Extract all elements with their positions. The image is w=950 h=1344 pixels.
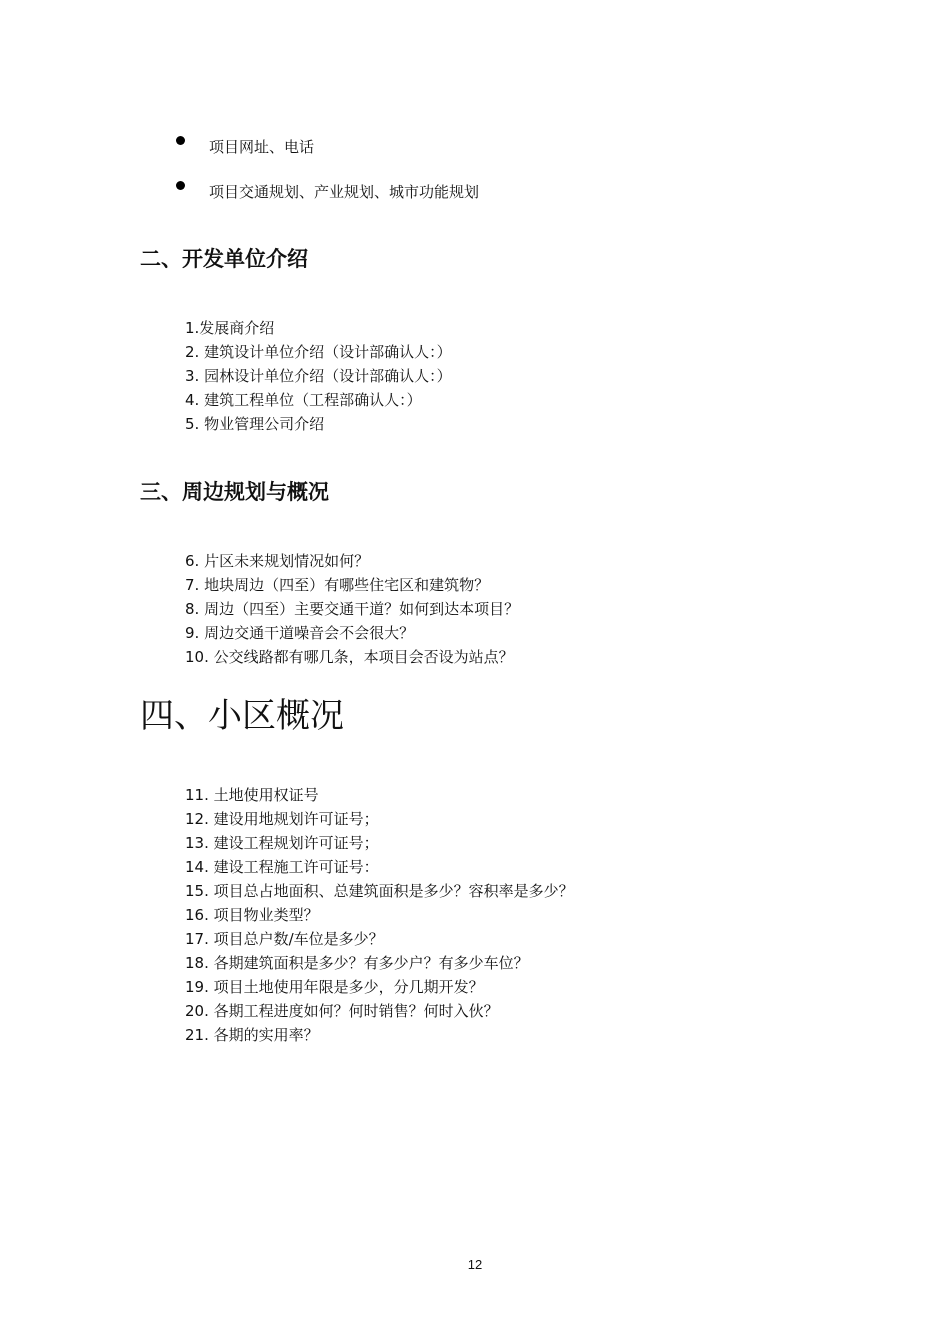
- list-item: 18. 各期建筑面积是多少？有多少户？有多少车位？: [185, 954, 529, 972]
- section-heading: 四、小区概况: [140, 696, 344, 736]
- list-item: 15. 项目总占地面积、总建筑面积是多少？容积率是多少？: [185, 882, 574, 900]
- list-item: 1.发展商介绍: [185, 319, 275, 337]
- section-list: [185, 783, 574, 1047]
- list-item: 9. 周边交通干道噪音会不会很大？: [185, 624, 415, 642]
- list-item: 20. 各期工程进度如何？何时销售？何时入伙？: [185, 1002, 499, 1020]
- list-item: 14. 建设工程施工许可证号：: [185, 858, 379, 876]
- section-heading: 二、开发单位介绍: [140, 247, 308, 271]
- section-heading: 三、周边规划与概况: [140, 480, 329, 504]
- list-item: 11. 土地使用权证号: [185, 786, 319, 804]
- bullet-text: 项目网址、电话: [209, 138, 315, 156]
- list-item: 3. 园林设计单位介绍（设计部确认人：）: [185, 367, 452, 385]
- list-item: 17. 项目总户数/车位是多少？: [185, 930, 384, 948]
- section-list: [185, 549, 519, 669]
- bullet-text: 项目交通规划、产业规划、城市功能规划: [209, 183, 480, 201]
- list-item: 16. 项目物业类型？: [185, 906, 319, 924]
- bullet-dot-icon: [176, 181, 185, 190]
- list-item: 7. 地块周边（四至）有哪些住宅区和建筑物？: [185, 576, 490, 594]
- page-number: 12: [467, 1257, 483, 1272]
- list-item: 13. 建设工程规划许可证号；: [185, 834, 379, 852]
- list-item: 5. 物业管理公司介绍: [185, 415, 325, 433]
- list-item: 21. 各期的实用率？: [185, 1026, 319, 1044]
- list-item: 10. 公交线路都有哪几条，本项目会否设为站点？: [185, 648, 514, 666]
- list-item: 6. 片区未来规划情况如何？: [185, 552, 370, 570]
- bullet-dot-icon: [176, 136, 185, 145]
- list-item: 12. 建设用地规划许可证号；: [185, 810, 379, 828]
- list-item: 2. 建筑设计单位介绍（设计部确认人：）: [185, 343, 452, 361]
- list-item: 19. 项目土地使用年限是多少，分几期开发？: [185, 978, 484, 996]
- list-item: 4. 建筑工程单位（工程部确认人：）: [185, 391, 422, 409]
- list-item: 8. 周边（四至）主要交通干道？如何到达本项目？: [185, 600, 520, 618]
- section-list: [185, 316, 452, 436]
